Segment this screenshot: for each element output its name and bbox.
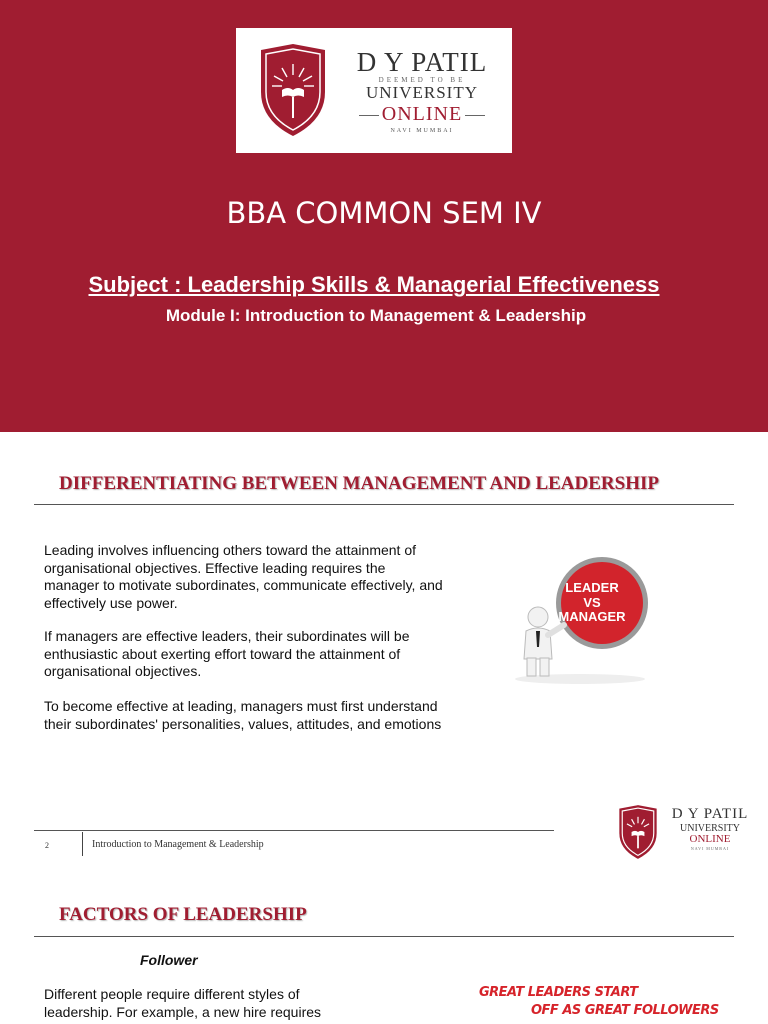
logo-text-deemed: DEEMED TO BE: [378, 76, 466, 84]
slide3-heading: FACTORS OF LEADERSHIP: [59, 904, 307, 925]
great-leaders-line-2: OFF AS GREAT FOLLOWERS: [531, 1003, 719, 1018]
logo-text-online: ONLINE: [689, 833, 731, 845]
logo-text-location: NAVI MUMBAI: [690, 846, 730, 851]
footer-university-logo: [615, 804, 755, 862]
slide3-paragraph: Different people require different styles of leadership. For example, a new hire requires: [44, 986, 322, 1020]
slide2-paragraph-1: Leading involves influencing others toward the attainment of organisational objectives. Effective leading requires the manager to motivate subordinates, communicate effectively, and effectively use power.: [44, 542, 443, 611]
image-text-manager: MANAGER: [558, 609, 626, 624]
leader-vs-manager-illustration: [510, 555, 650, 685]
page-number: 2: [45, 841, 49, 850]
image-text-leader: LEADER: [565, 580, 619, 595]
slide2-heading: DIFFERENTIATING BETWEEN MANAGEMENT AND LEADERSHIP: [59, 473, 659, 494]
footer-title: Introduction to Management & Leadership: [92, 839, 264, 850]
follower-subheading: Follower: [140, 952, 198, 968]
footer-rule: [34, 830, 554, 831]
logo-text-dypatil: D Y PATIL: [356, 47, 488, 77]
university-logo: [236, 28, 512, 153]
shield-emblem-icon: [617, 804, 659, 860]
slide2-paragraph-2: If managers are effective leaders, their subordinates will be enthusiastic about exerting effort toward the attainment of organisational objectives.: [44, 628, 410, 679]
title-slide: [0, 0, 768, 432]
module-title: Module I: Introduction to Management & Leadership: [165, 306, 587, 325]
logo-text-university: UNIVERSITY: [680, 823, 740, 834]
slide3-heading-rule: [34, 936, 734, 937]
slide2-heading-rule: [34, 504, 734, 505]
subject-title: Subject : Leadership Skills & Managerial Effectiveness: [88, 272, 660, 297]
slide2-paragraph-3: To become effective at leading, managers must first understand their subordinates' personalities, values, attitudes, and emotions: [44, 698, 442, 732]
logo-text-university: UNIVERSITY: [366, 83, 478, 102]
logo-text-location: NAVI MUMBAI: [390, 128, 454, 134]
footer-separator: [82, 832, 83, 856]
course-title: BBA COMMON SEM IV: [226, 196, 542, 230]
logo-text-dypatil: D Y PATIL: [671, 806, 749, 822]
image-text-vs: VS: [583, 595, 601, 610]
shield-emblem-icon: [258, 42, 328, 138]
logo-text-online: ONLINE: [346, 103, 498, 126]
great-leaders-line-1: GREAT LEADERS START: [479, 985, 638, 1000]
